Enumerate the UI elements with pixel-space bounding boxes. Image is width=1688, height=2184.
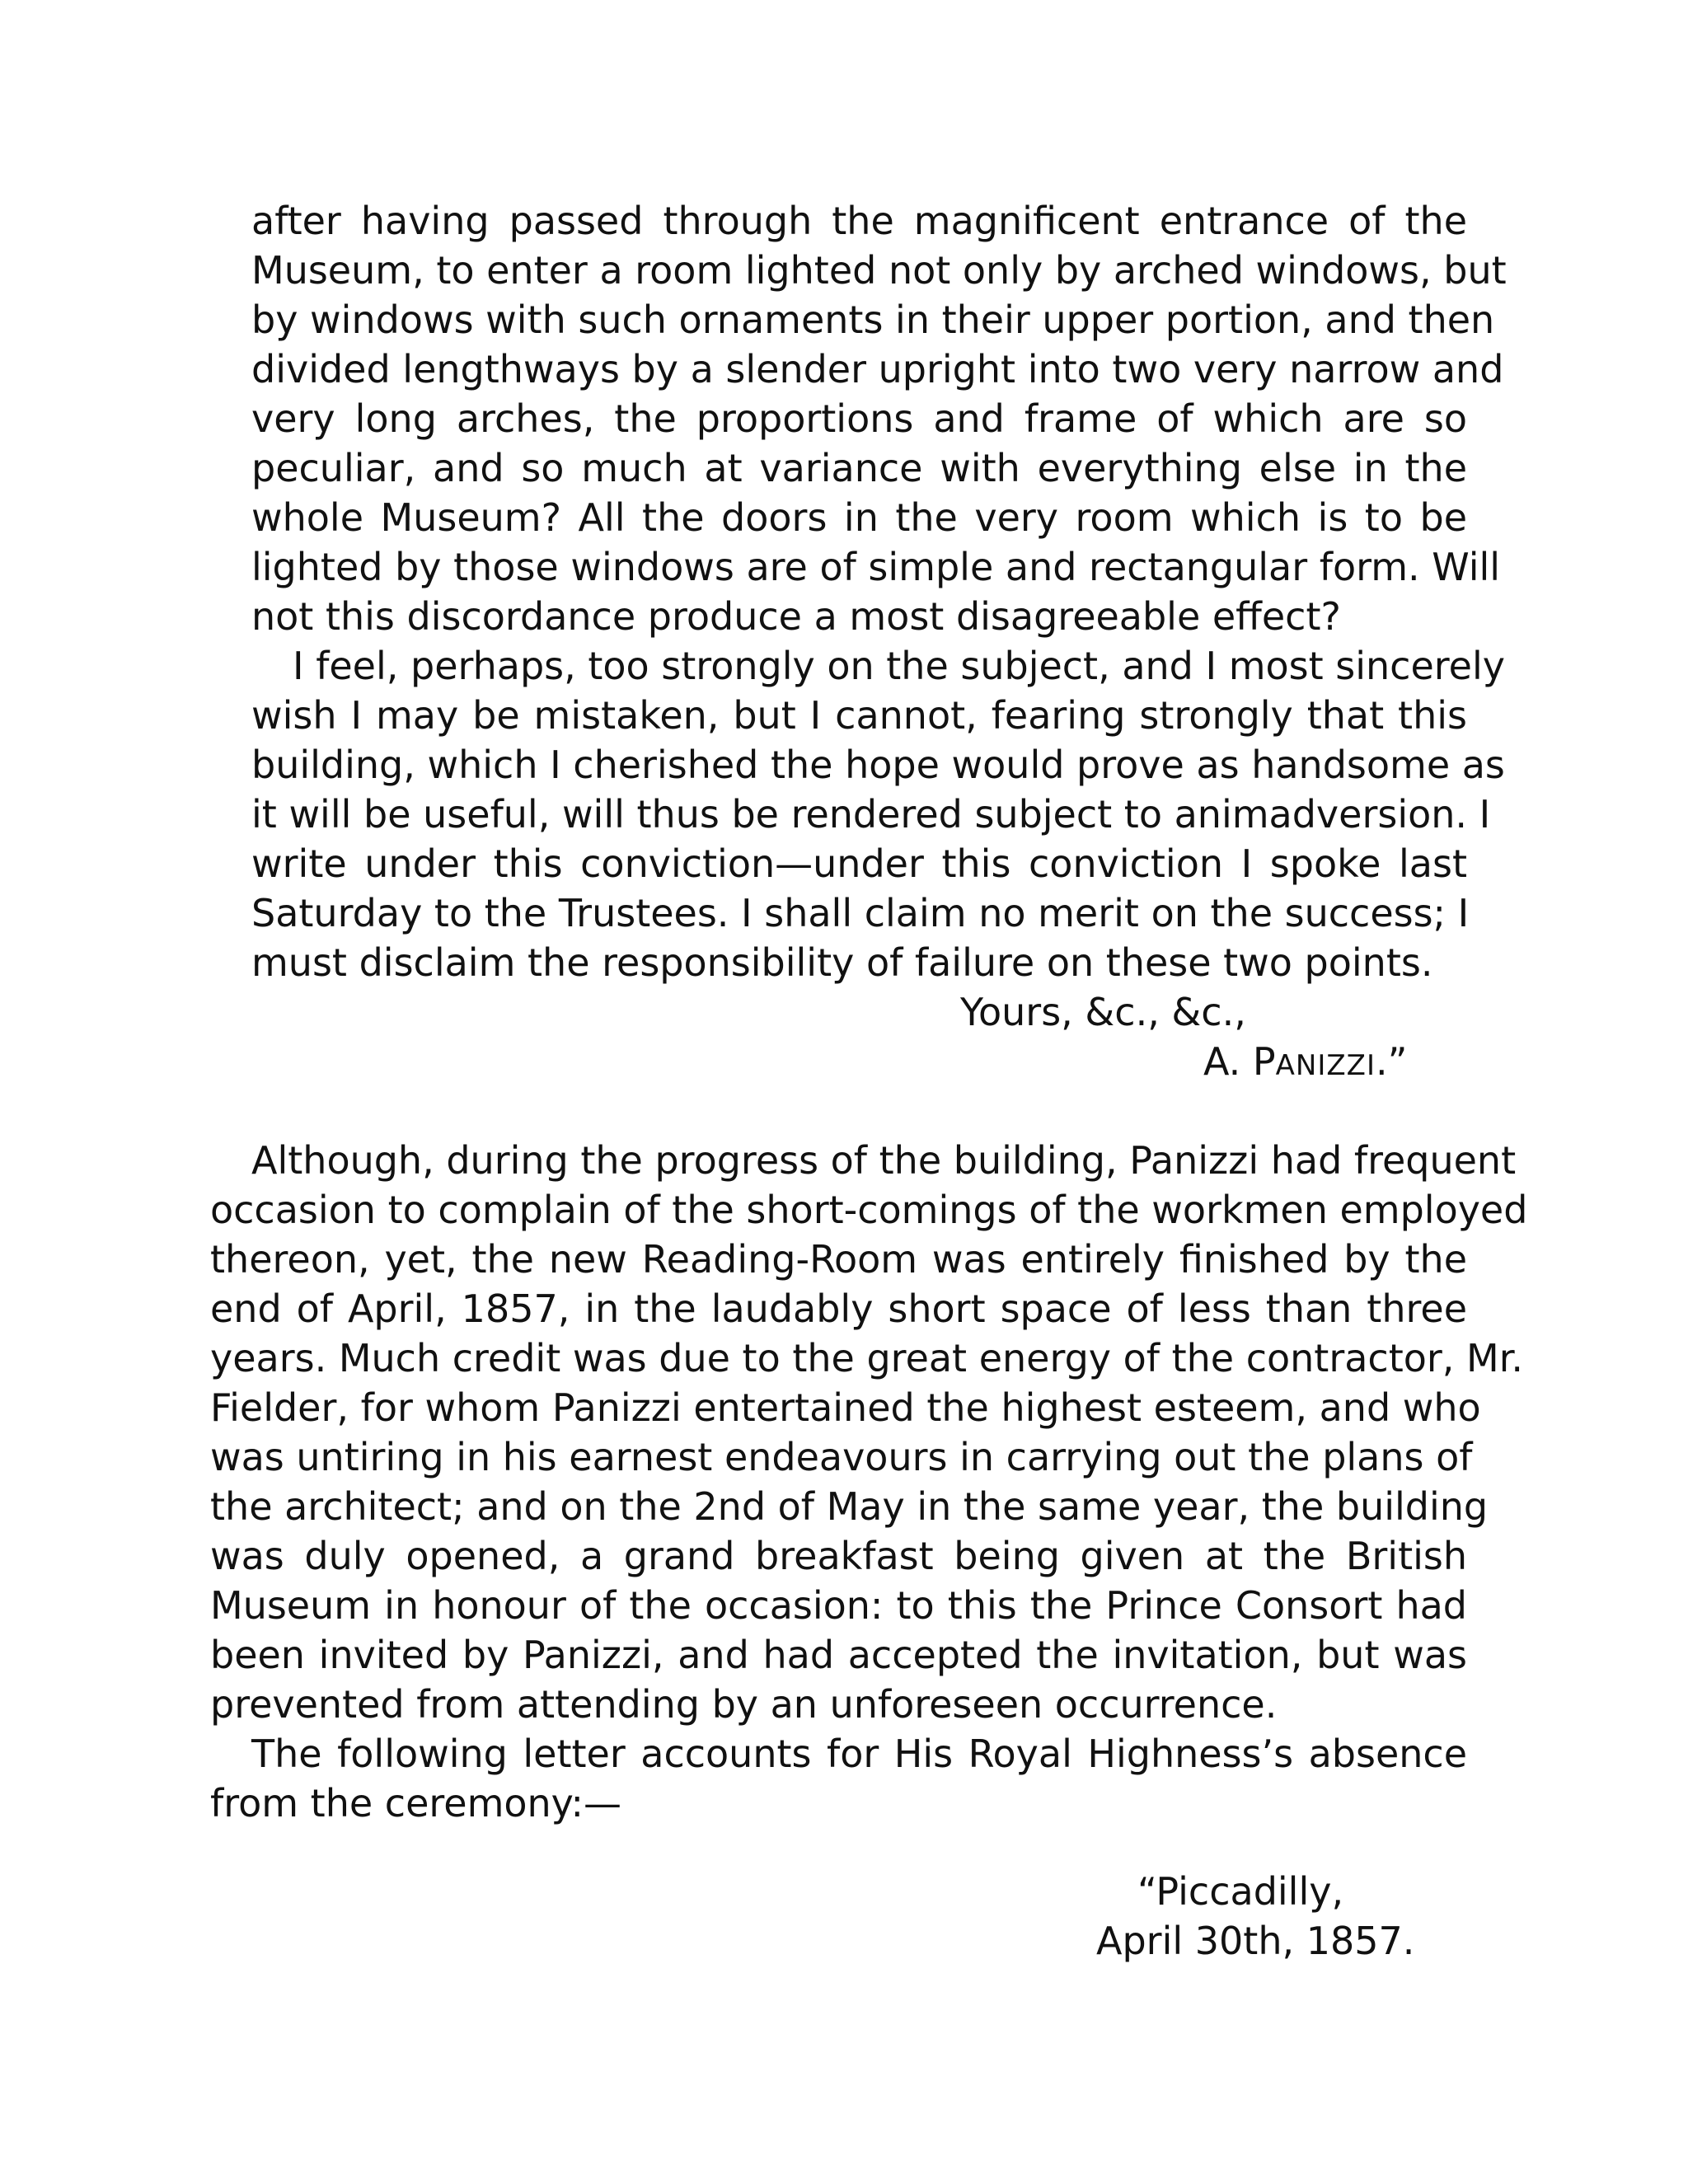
text-line: occasion to complain of the short-comings of the workmen employed: [210, 1188, 1528, 1232]
text-line: must disclaim the responsibility of failure on these two points.: [251, 940, 1433, 985]
text-line: lighted by those windows are of simple and rectangular form. Will: [251, 545, 1501, 589]
text-line: Museum, to enter a room lighted not only by arched windows, but: [251, 248, 1507, 293]
text-line: peculiar, and so much at variance with everything else in the: [251, 446, 1467, 490]
text-line: building, which I cherished the hope would prove as handsome as: [251, 743, 1505, 787]
text-line: prevented from attending by an unforeseen occurrence.: [210, 1682, 1278, 1727]
letter-date: April 30th, 1857.: [1096, 1919, 1415, 1963]
letter-place: “Piccadilly,: [1137, 1869, 1344, 1914]
text-line: divided lengthways by a slender upright into two very narrow and: [251, 347, 1504, 391]
letter-signature: [1203, 1037, 1407, 1090]
text-line: the architect; and on the 2nd of May in the same year, the building: [210, 1484, 1489, 1529]
text-line: The following letter accounts for His Royal Highness’s absence: [251, 1732, 1467, 1776]
text-line: end of April, 1857, in the laudably short space of less than three: [210, 1286, 1467, 1331]
text-line: from the ceremony:—: [210, 1781, 622, 1825]
signature-initial: A. P: [1203, 1039, 1276, 1084]
text-line: I feel, perhaps, too strongly on the subject, and I most sincerely: [293, 644, 1505, 688]
text-line: was untiring in his earnest endeavours in carrying out the plans of: [210, 1435, 1473, 1479]
text-line: Fielder, for whom Panizzi entertained the highest esteem, and who: [210, 1385, 1481, 1430]
text-line: very long arches, the proportions and frame of which are so: [251, 396, 1467, 441]
text-line: whole Museum? All the doors in the very room which is to be: [251, 495, 1467, 540]
text-line: years. Much credit was due to the great energy of the contractor, Mr.: [210, 1336, 1524, 1380]
text-line: after having passed through the magnificent entrance of the: [251, 199, 1467, 243]
text-line: write under this conviction—under this conviction I spoke last: [251, 841, 1467, 886]
text-line: wish I may be mistaken, but I cannot, fearing strongly that this: [251, 693, 1467, 738]
text-line: Museum in honour of the occasion: to this the Prince Consort had: [210, 1583, 1467, 1628]
text-line: was duly opened, a grand breakfast being given at the British: [210, 1534, 1467, 1578]
text-line: Although, during the progress of the building, Panizzi had frequent: [251, 1138, 1517, 1183]
text-line: been invited by Panizzi, and had accepted the invitation, but was: [210, 1633, 1467, 1677]
letter-signoff: Yours, &c., &c.,: [960, 990, 1246, 1034]
text-line: thereon, yet, the new Reading-Room was entirely finished by the: [210, 1237, 1467, 1282]
signature-end: .”: [1376, 1039, 1408, 1084]
text-line: it will be useful, will thus be rendered subject to animadversion. I: [251, 792, 1491, 837]
signature-surname-smallcaps: ANIZZI: [1275, 1049, 1376, 1082]
text-line: Saturday to the Trustees. I shall claim no merit on the success; I: [251, 891, 1470, 935]
text-line: not this discordance produce a most disagreeable effect?: [251, 594, 1341, 639]
text-line: by windows with such ornaments in their upper portion, and then: [251, 298, 1495, 342]
